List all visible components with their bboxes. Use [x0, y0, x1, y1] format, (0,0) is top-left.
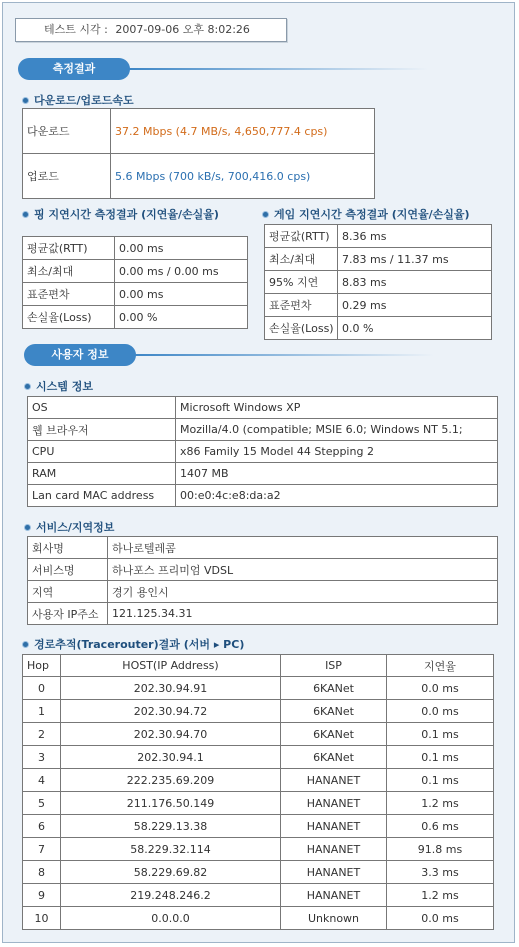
trace-title: 경로추적(Tracerouter)결과 (서버 ▸ PC)	[34, 638, 245, 651]
trace-latency: 0.0 ms	[387, 677, 494, 700]
section-divider	[128, 68, 428, 70]
table-row	[23, 306, 248, 329]
trace-latency: 3.3 ms	[387, 861, 494, 884]
table-row	[23, 769, 494, 792]
game-value: 7.83 ms / 11.37 ms	[338, 248, 492, 271]
system-value: Mozilla/4.0 (compatible; MSIE 6.0; Windows NT 5.1;	[176, 419, 498, 441]
game-value: 0.0 %	[338, 317, 492, 340]
trace-latency: 0.0 ms	[387, 907, 494, 930]
system-value: Microsoft Windows XP	[176, 397, 498, 419]
table-row	[23, 792, 494, 815]
service-value: 경기 용인시	[108, 581, 498, 603]
table-row	[28, 419, 498, 441]
test-time-label: 테스트 시각 :	[44, 23, 108, 36]
game-value: 8.83 ms	[338, 271, 492, 294]
service-label: 서비스명	[28, 559, 108, 581]
ping-title: 핑 지연시간 측정결과 (지연율/손실율)	[34, 208, 219, 221]
trace-col-hop: Hop	[23, 655, 61, 677]
trace-host: 58.229.13.38	[61, 815, 281, 838]
trace-isp: 6KANet	[281, 723, 387, 746]
service-label: 지역	[28, 581, 108, 603]
trace-hop: 0	[23, 677, 61, 700]
trace-latency: 0.1 ms	[387, 769, 494, 792]
trace-isp: HANANET	[281, 861, 387, 884]
table-row	[23, 815, 494, 838]
trace-host: 211.176.50.149	[61, 792, 281, 815]
test-time-value: 2007-09-06 오후 8:02:26	[115, 23, 250, 36]
trace-hop: 6	[23, 815, 61, 838]
ping-label: 최소/최대	[23, 260, 115, 283]
trace-hop: 2	[23, 723, 61, 746]
trace-hop: 5	[23, 792, 61, 815]
service-table	[27, 536, 498, 625]
trace-hop: 8	[23, 861, 61, 884]
system-value: 00:e0:4c:e8:da:a2	[176, 485, 498, 507]
upload-value: 5.6 Mbps (700 kB/s, 700,416.0 cps)	[111, 154, 375, 199]
table-row	[28, 463, 498, 485]
trace-table	[22, 654, 494, 930]
trace-isp: Unknown	[281, 907, 387, 930]
table-row	[28, 397, 498, 419]
table-row	[265, 317, 492, 340]
trace-col-host: HOST(IP Address)	[61, 655, 281, 677]
trace-hop: 9	[23, 884, 61, 907]
table-row	[23, 260, 248, 283]
trace-isp: HANANET	[281, 815, 387, 838]
bullet-icon	[22, 97, 29, 104]
game-title: 게임 지연시간 측정결과 (지연율/손실율)	[274, 208, 470, 221]
trace-isp: 6KANet	[281, 746, 387, 769]
trace-host: 219.248.246.2	[61, 884, 281, 907]
ping-heading	[22, 206, 219, 222]
system-label: RAM	[28, 463, 176, 485]
table-row	[28, 559, 498, 581]
game-label: 95% 지연	[265, 271, 338, 294]
game-label: 표준편차	[265, 294, 338, 317]
bullet-icon	[22, 641, 29, 648]
section-divider	[134, 354, 434, 356]
speed-title: 다운로드/업로드속도	[34, 94, 134, 107]
trace-host: 202.30.94.72	[61, 700, 281, 723]
table-row	[23, 677, 494, 700]
download-label: 다운로드	[23, 109, 111, 154]
ping-label: 평균값(RTT)	[23, 237, 115, 260]
bullet-icon	[22, 211, 29, 218]
ping-value: 0.00 %	[115, 306, 248, 329]
system-label: 웹 브라우저	[28, 419, 176, 441]
trace-host: 202.30.94.1	[61, 746, 281, 769]
trace-latency: 0.0 ms	[387, 700, 494, 723]
trace-isp: 6KANet	[281, 700, 387, 723]
table-row	[23, 746, 494, 769]
trace-header-row	[23, 655, 494, 677]
trace-isp: HANANET	[281, 838, 387, 861]
table-row	[23, 109, 375, 154]
trace-latency: 0.1 ms	[387, 723, 494, 746]
trace-host: 0.0.0.0	[61, 907, 281, 930]
table-row	[28, 603, 498, 625]
game-label: 손실율(Loss)	[265, 317, 338, 340]
ping-table	[22, 236, 248, 329]
system-value: 1407 MB	[176, 463, 498, 485]
system-value: x86 Family 15 Model 44 Stepping 2	[176, 441, 498, 463]
download-value: 37.2 Mbps (4.7 MB/s, 4,650,777.4 cps)	[111, 109, 375, 154]
game-table	[264, 224, 492, 340]
system-label: OS	[28, 397, 176, 419]
table-row	[23, 154, 375, 199]
table-row	[23, 700, 494, 723]
trace-col-latency: 지연율	[387, 655, 494, 677]
ping-value: 0.00 ms	[115, 237, 248, 260]
trace-host: 222.235.69.209	[61, 769, 281, 792]
table-row	[265, 271, 492, 294]
trace-heading	[22, 636, 244, 652]
ping-label: 손실율(Loss)	[23, 306, 115, 329]
game-value: 0.29 ms	[338, 294, 492, 317]
table-row	[28, 537, 498, 559]
game-heading	[262, 206, 470, 222]
trace-hop: 7	[23, 838, 61, 861]
table-row	[23, 723, 494, 746]
ping-value: 0.00 ms	[115, 283, 248, 306]
table-row	[23, 283, 248, 306]
table-row	[265, 225, 492, 248]
ping-label: 표준편차	[23, 283, 115, 306]
service-label: 회사명	[28, 537, 108, 559]
trace-isp: 6KANet	[281, 677, 387, 700]
bullet-icon	[24, 383, 31, 390]
trace-host: 58.229.32.114	[61, 838, 281, 861]
trace-hop: 10	[23, 907, 61, 930]
speed-table	[22, 108, 375, 199]
system-table	[27, 396, 498, 507]
trace-latency: 0.1 ms	[387, 746, 494, 769]
game-label: 최소/최대	[265, 248, 338, 271]
service-value: 하나로텔레콤	[108, 537, 498, 559]
trace-latency: 1.2 ms	[387, 792, 494, 815]
table-row	[23, 838, 494, 861]
table-row	[28, 485, 498, 507]
service-heading	[24, 519, 114, 535]
table-row	[23, 884, 494, 907]
trace-col-isp: ISP	[281, 655, 387, 677]
system-label: Lan card MAC address	[28, 485, 176, 507]
trace-host: 58.229.69.82	[61, 861, 281, 884]
system-label: CPU	[28, 441, 176, 463]
table-row	[23, 907, 494, 930]
table-row	[265, 248, 492, 271]
system-title: 시스템 정보	[36, 380, 93, 393]
trace-body	[23, 677, 494, 930]
table-row	[265, 294, 492, 317]
table-row	[23, 237, 248, 260]
section-measurement-title: 측정결과	[18, 58, 130, 80]
trace-hop: 3	[23, 746, 61, 769]
table-row	[23, 861, 494, 884]
speed-heading	[22, 92, 134, 108]
service-title: 서비스/지역정보	[36, 521, 115, 534]
trace-host: 202.30.94.91	[61, 677, 281, 700]
trace-isp: HANANET	[281, 884, 387, 907]
game-label: 평균값(RTT)	[265, 225, 338, 248]
trace-isp: HANANET	[281, 792, 387, 815]
table-row	[28, 441, 498, 463]
trace-latency: 91.8 ms	[387, 838, 494, 861]
bullet-icon	[24, 524, 31, 531]
game-value: 8.36 ms	[338, 225, 492, 248]
trace-latency: 0.6 ms	[387, 815, 494, 838]
test-time-box	[15, 18, 287, 42]
trace-host: 202.30.94.70	[61, 723, 281, 746]
service-value: 121.125.34.31	[108, 603, 498, 625]
section-userinfo-title: 사용자 정보	[24, 344, 136, 366]
table-row	[28, 581, 498, 603]
system-heading	[24, 378, 93, 394]
ping-value: 0.00 ms / 0.00 ms	[115, 260, 248, 283]
trace-hop: 4	[23, 769, 61, 792]
service-label: 사용자 IP주소	[28, 603, 108, 625]
trace-hop: 1	[23, 700, 61, 723]
bullet-icon	[262, 211, 269, 218]
trace-isp: HANANET	[281, 769, 387, 792]
service-value: 하나포스 프리미엄 VDSL	[108, 559, 498, 581]
trace-latency: 1.2 ms	[387, 884, 494, 907]
upload-label: 업로드	[23, 154, 111, 199]
